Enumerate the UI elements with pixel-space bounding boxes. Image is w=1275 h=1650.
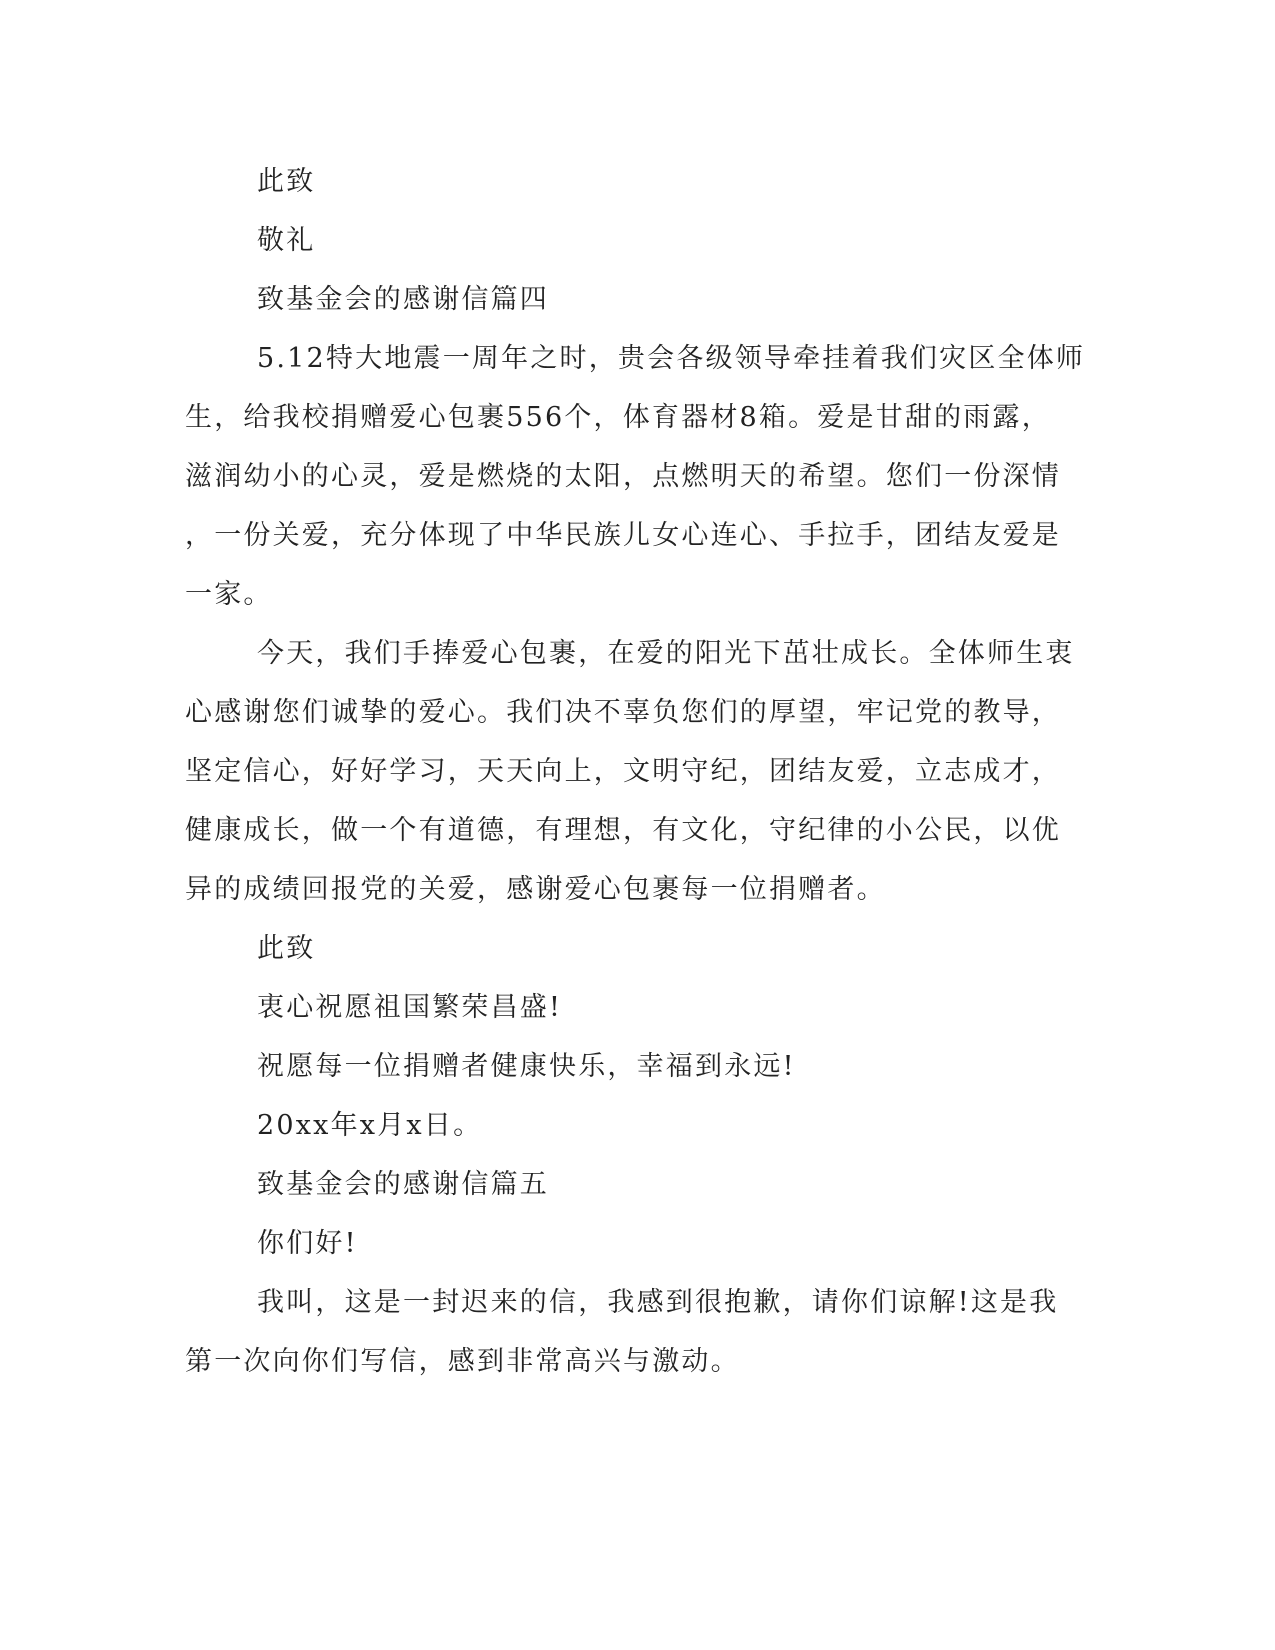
letter-4-wish-1: 衷心祝愿祖国繁荣昌盛! bbox=[257, 992, 563, 1023]
paragraph-line: 坚定信心，好好学习，天天向上，文明守纪，团结友爱，立志成才， bbox=[185, 756, 1061, 787]
letter-4-closing: 此致 bbox=[257, 933, 316, 964]
letter-4-wish-2: 祝愿每一位捐赠者健康快乐，幸福到永远! bbox=[257, 1051, 796, 1082]
paragraph-line: 第一次向你们写信，感到非常高兴与激动。 bbox=[185, 1346, 740, 1377]
closing-salute: 敬礼 bbox=[257, 225, 316, 256]
paragraph-line: 健康成长，做一个有道德，有理想，有文化，守纪律的小公民，以优 bbox=[185, 815, 1061, 846]
paragraph-line: 心感谢您们诚挚的爱心。我们决不辜负您们的厚望，牢记党的教导， bbox=[185, 697, 1061, 728]
letter-4-date: 20xx年x月x日。 bbox=[257, 1110, 483, 1141]
letter-4-paragraph-1 bbox=[185, 335, 1086, 630]
letter-5-paragraph-1 bbox=[185, 1279, 1059, 1397]
letter-5-heading: 致基金会的感谢信篇五 bbox=[257, 1169, 549, 1200]
closing-greeting: 此致 bbox=[257, 166, 316, 197]
paragraph-line: 生，给我校捐赠爱心包裹556个，体育器材8箱。爱是甘甜的雨露， bbox=[185, 402, 1051, 433]
paragraph-line: 我叫，这是一封迟来的信，我感到很抱歉，请你们谅解!这是我 bbox=[257, 1287, 1059, 1318]
paragraph-line: 一家。 bbox=[185, 579, 273, 610]
paragraph-line: ，一份关爱，充分体现了中华民族儿女心连心、手拉手，团结友爱是 bbox=[185, 520, 1061, 551]
paragraph-line: 今天，我们手捧爱心包裹，在爱的阳光下茁壮成长。全体师生衷 bbox=[257, 638, 1075, 669]
letter-4-paragraph-2 bbox=[185, 630, 1075, 925]
paragraph-line: 5.12特大地震一周年之时，贵会各级领导牵挂着我们灾区全体师 bbox=[257, 343, 1086, 374]
letter-4-heading: 致基金会的感谢信篇四 bbox=[257, 284, 549, 315]
paragraph-line: 滋润幼小的心灵，爱是燃烧的太阳，点燃明天的希望。您们一份深情 bbox=[185, 461, 1061, 492]
letter-5-greeting: 你们好! bbox=[257, 1228, 358, 1259]
paragraph-line: 异的成绩回报党的关爱，感谢爱心包裹每一位捐赠者。 bbox=[185, 874, 886, 905]
document-body bbox=[185, 158, 1086, 1397]
